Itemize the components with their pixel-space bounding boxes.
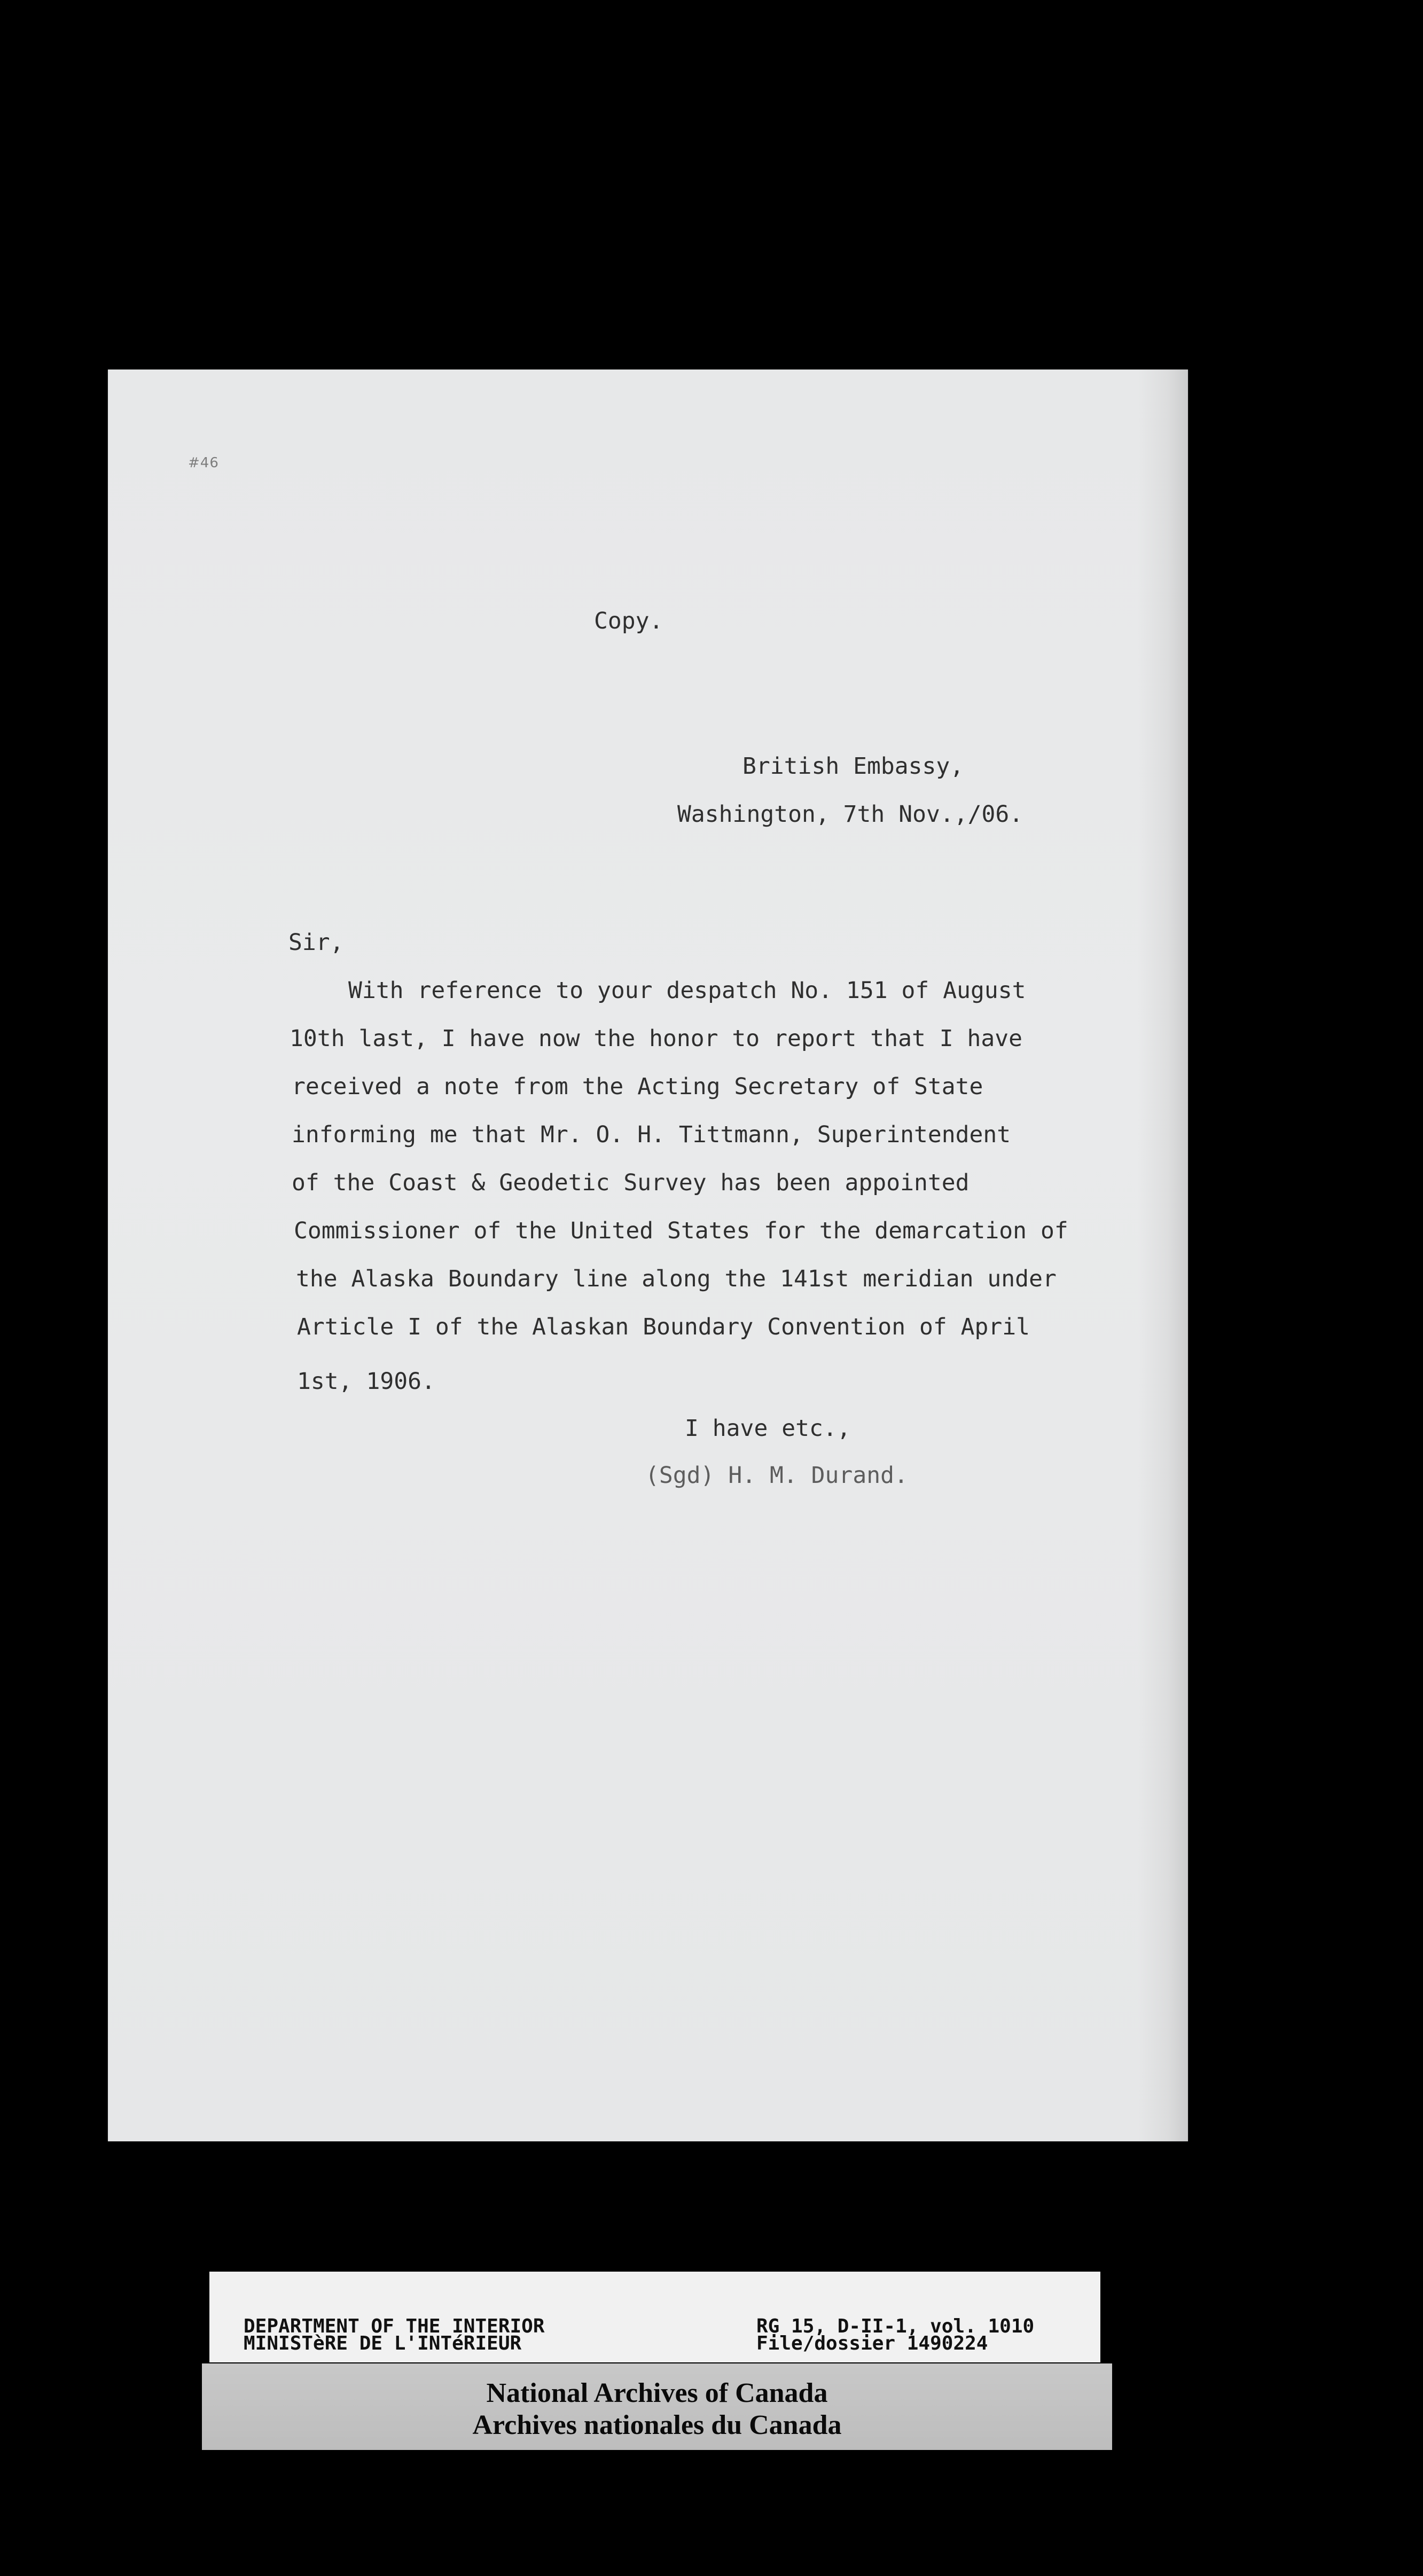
address-line-2: Washington, 7th Nov.,/06. — [677, 801, 1023, 828]
closing: I have etc., — [685, 1415, 851, 1442]
body-line: Commissioner of the United States for the demarcation of — [294, 1218, 1068, 1244]
page-edge-shadow — [1138, 370, 1188, 2141]
salutation: Sir, — [288, 929, 344, 956]
body-line: Article I of the Alaskan Boundary Convention of April — [297, 1314, 1030, 1340]
body-line: With reference to your despatch No. 151 of August — [348, 977, 1026, 1004]
record-group-reference: RG 15, D-II-1, vol. 1010 — [756, 2315, 1035, 2337]
body-line: 1st, 1906. — [297, 1368, 435, 1395]
department-english: DEPARTMENT OF THE INTERIOR — [244, 2315, 545, 2337]
address-line-1: British Embassy, — [742, 753, 964, 780]
body-line: received a note from the Acting Secretary of State — [292, 1073, 983, 1100]
file-number: File/dossier 1490224 — [756, 2332, 988, 2354]
body-line: of the Coast & Geodetic Survey has been appointed — [292, 1169, 969, 1196]
archive-name-french: Archives nationales du Canada — [472, 2410, 842, 2440]
page-mark: #46 — [188, 455, 219, 471]
body-line: informing me that Mr. O. H. Tittmann, Superintendent — [292, 1121, 1011, 1148]
document-page — [108, 370, 1188, 2141]
signature: (Sgd) H. M. Durand. — [645, 1462, 908, 1489]
body-line: the Alaska Boundary line along the 141st meridian under — [296, 1266, 1057, 1292]
body-line: 10th last, I have now the honor to report that I have — [290, 1025, 1023, 1052]
department-french: MINISTèRE DE L'INTéRIEUR — [244, 2332, 522, 2354]
document-heading: Copy. — [594, 608, 663, 634]
archive-name-english: National Archives of Canada — [486, 2378, 828, 2408]
